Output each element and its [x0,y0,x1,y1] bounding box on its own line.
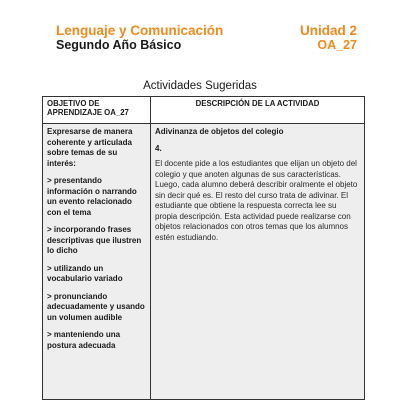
subject-title: Lenguaje y Comunicación [56,23,224,38]
activity-description: El docente pide a los estudiantes que elijan un objeto del colegio y que anoten algunas de sus características. Luego, cada alumno deberá describir oralmente el objeto sin decir qué es. El resto del curso trata de adivinar. El estudiante que obtiene la respuesta correcta lee su propia descripción. Esta actividad puede realizarse con objetos relacionados con otros temas que los alumnos estén estudiando. [155,159,358,242]
section-title: Actividades Sugeridas [143,80,257,92]
objective-code: OA_27 [317,38,357,52]
activity-title: Adivinanza de objetos del colegio [155,127,284,136]
unit-label: Unidad 2 [299,23,357,38]
header-row-bottom [56,38,357,53]
header-row-top [56,23,357,38]
grade-label: Segundo Año Básico [56,38,182,52]
objective-item: > utilizando un vocabulario variado [47,263,123,283]
objective-item: > pronunciando adecuadamente y usando un volumen audible [47,291,145,322]
activity-number: 4. [155,143,162,153]
objective-cell [43,124,151,400]
objective-item: Expresarse de manera coherente y articulada sobre temas de su interés: [47,127,133,168]
table-row [43,124,365,400]
page-header [56,23,357,53]
description-column-header: DESCRIPCIÓN DE LA ACTIVIDAD [151,97,365,124]
objective-column-header: OBJETIVO DE APRENDIZAJE OA_27 [43,97,151,124]
table-header-row [43,97,365,124]
activity-cell [151,124,365,400]
objective-item: > incorporando frases descriptivas que ilustren lo dicho [47,225,142,255]
objective-item: > presentando información o narrando un evento relacionado con el tema [47,176,137,217]
objective-item: > manteniendo una postura adecuada [47,330,121,350]
activities-table [42,96,365,400]
